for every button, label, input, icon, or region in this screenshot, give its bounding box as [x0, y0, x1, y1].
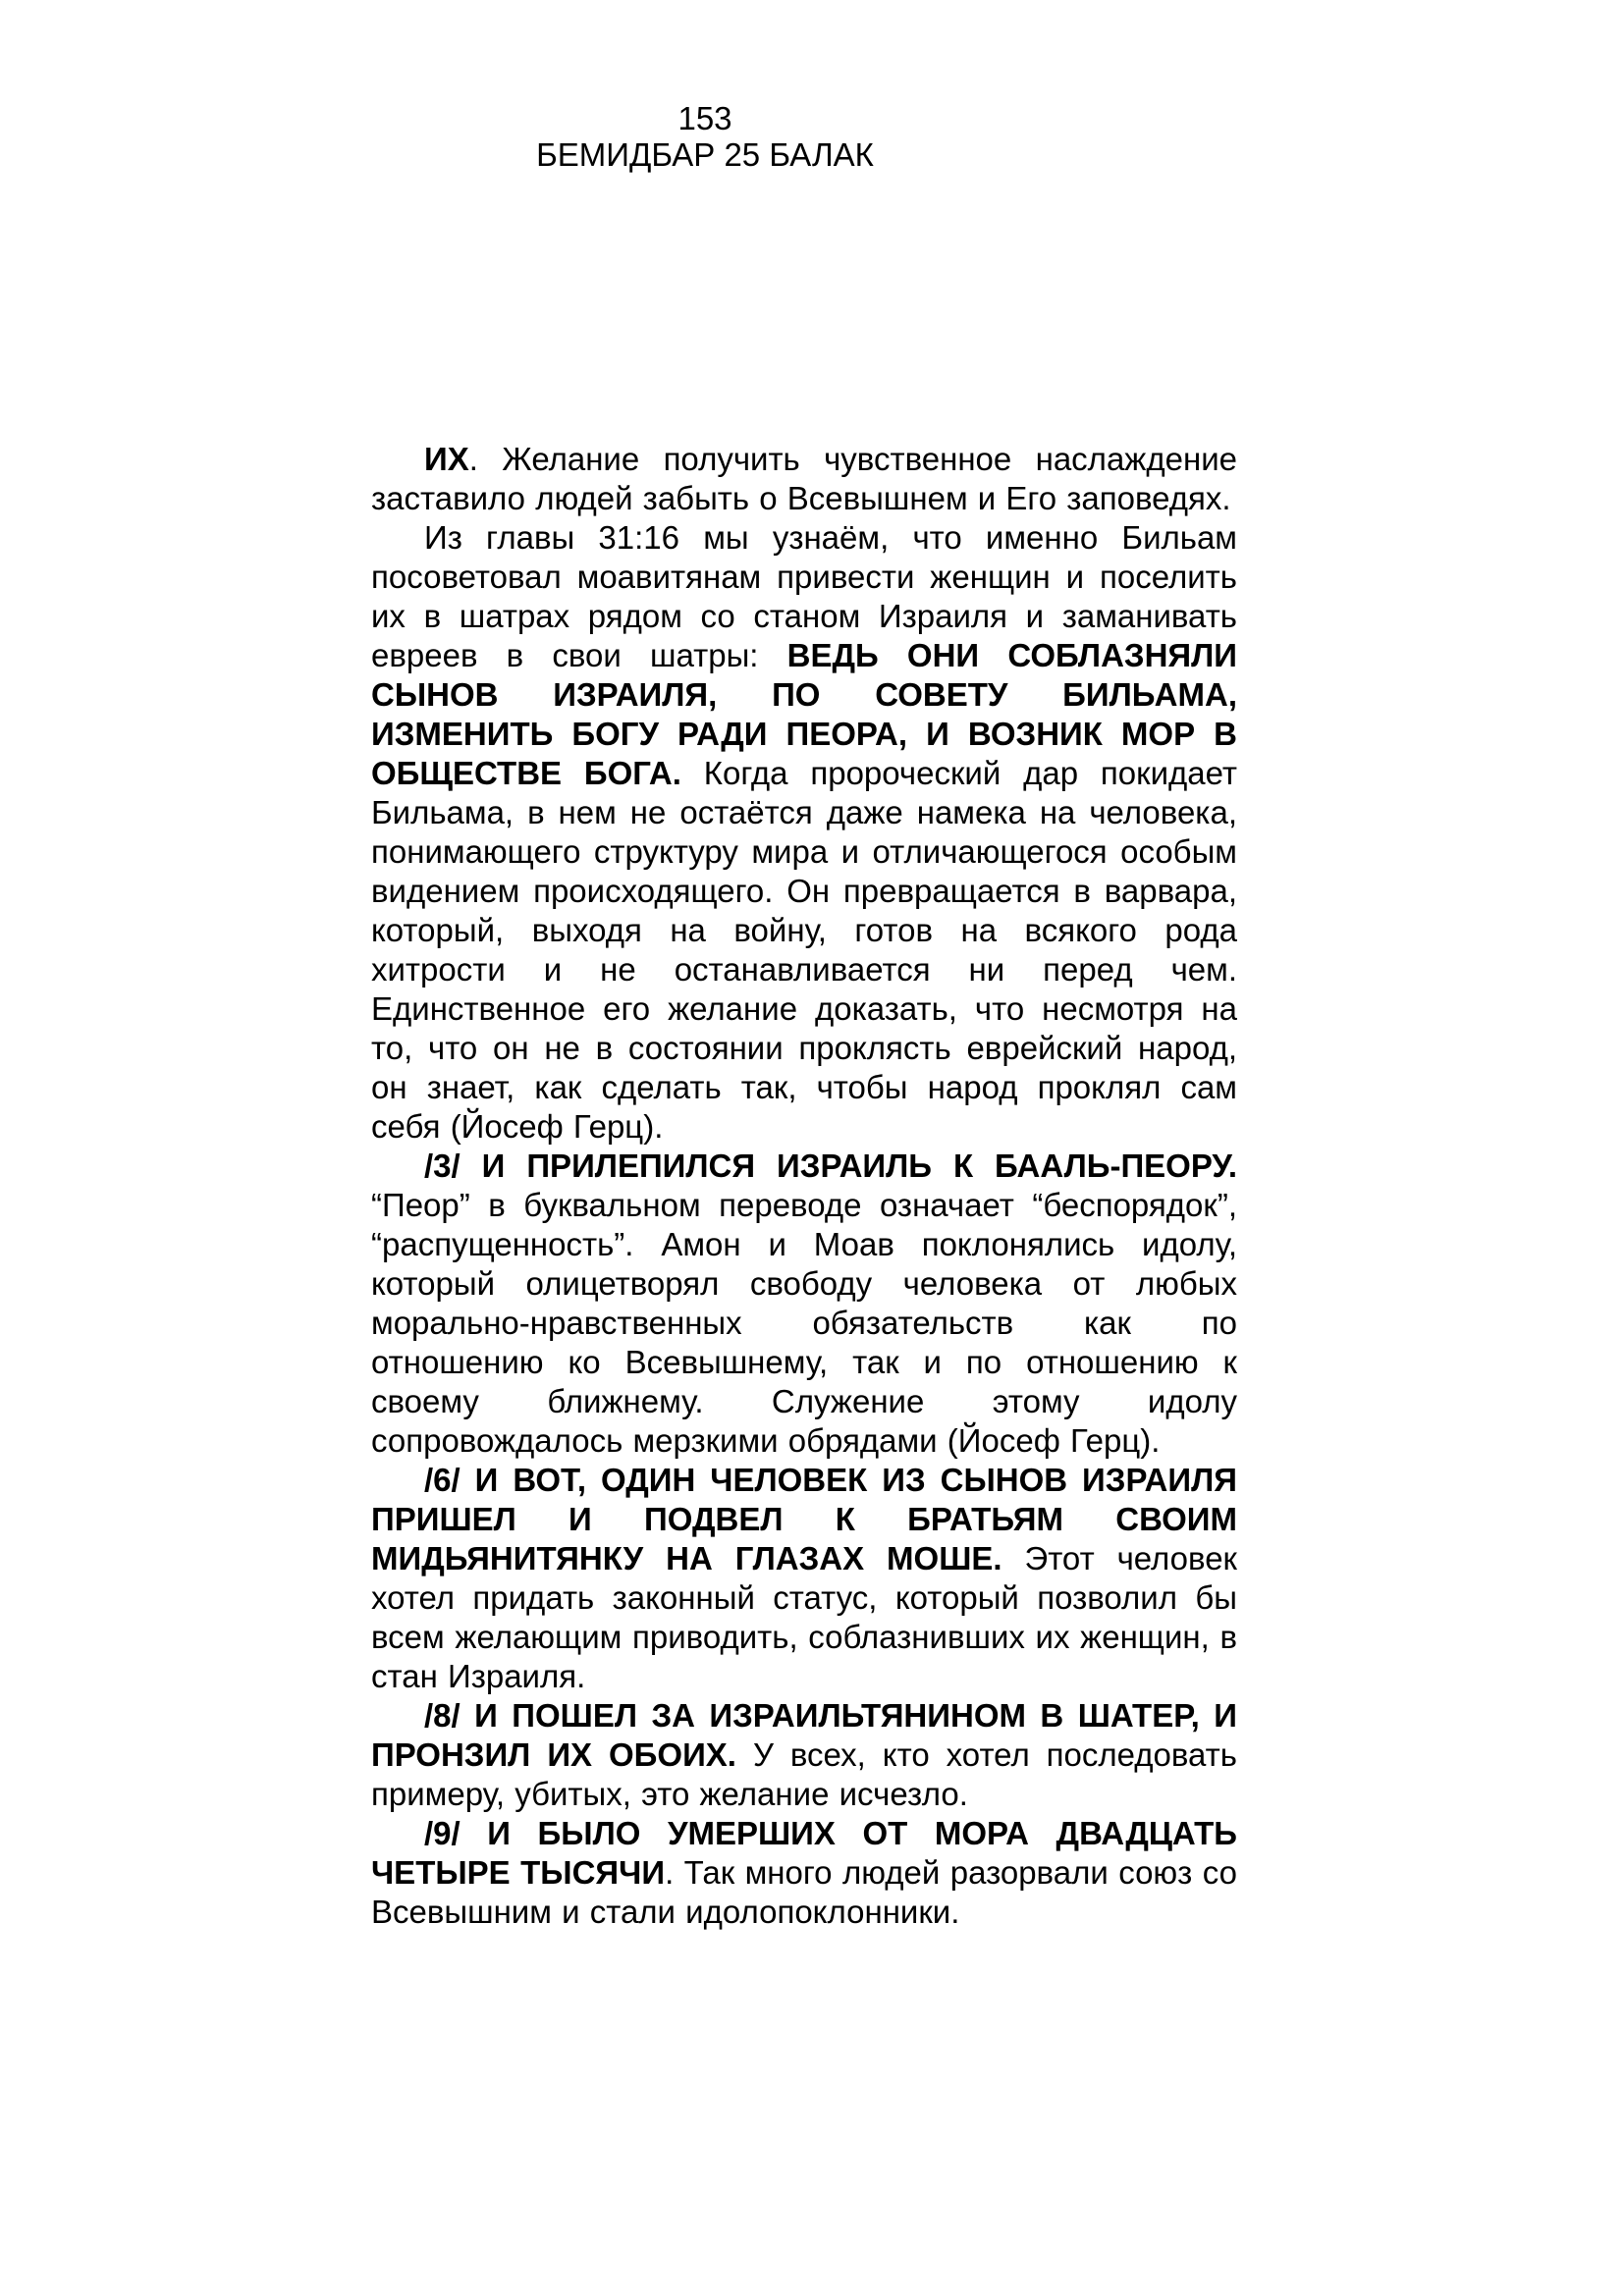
paragraph: [371, 1814, 1237, 1932]
paragraph: [371, 440, 1237, 518]
body-text: [371, 440, 1237, 1932]
text-run: . Так много людей разорвали союз со Всевышним и стали идолопоклонники.: [371, 1854, 1237, 1930]
text-run: Когда пророческий дар покидает Бильама, в нем не остаётся даже намека на человека, понимающего структуру мира и отличающегося особым видением происходящего. Он превращается в варвара, который, выходя на войну, готов на всякого рода хитрости и не останавливается ни перед чем. Единственное его желание доказать, что несмотря на то, что он не в состоянии проклясть еврейский народ, он знает, как сделать так, чтобы народ проклял сам себя (Йосеф Герц).: [371, 755, 1237, 1145]
bold-text-run: /8/ И ПОШЕЛ ЗА ИЗРАИЛЬТЯНИНОМ В ШАТЕР, И ПРОНЗИЛ ИХ ОБОИХ.: [371, 1697, 1237, 1773]
page-number: 153: [677, 100, 732, 136]
bold-text-run: /6/ И ВОТ, ОДИН ЧЕЛОВЕК ИЗ СЫНОВ ИЗРАИЛЯ ПРИШЕЛ И ПОДВЕЛ К БРАТЬЯМ СВОИМ МИДЬЯНИТЯНКУ НА ГЛАЗАХ МОШЕ.: [371, 1462, 1237, 1576]
paragraph: [371, 1147, 1237, 1461]
page-header: [371, 100, 1039, 173]
bold-text-run: ИХ: [424, 441, 469, 477]
chapter-title: БЕМИДБАР 25 БАЛАК: [536, 136, 874, 173]
bold-text-run: ВЕДЬ ОНИ СОБЛАЗНЯЛИ СЫНОВ ИЗРАИЛЯ, ПО СОВЕТУ БИЛЬАМА, ИЗМЕНИТЬ БОГУ РАДИ ПЕОРА, И ВОЗНИК МОР В ОБЩЕСТВЕ БОГА.: [371, 637, 1237, 791]
paragraph: [371, 1696, 1237, 1814]
text-run: Из главы 31:16 мы узнаём, что именно Бильам посоветовал моавитянам привести женщин и поселить их в шатрах рядом со станом Израиля и заманивать евреев в свои шатры:: [371, 519, 1237, 673]
paragraph: [371, 518, 1237, 1147]
text-run: . Желание получить чувственное наслаждение заставило людей забыть о Всевышнем и Его заповедях.: [371, 441, 1237, 516]
text-run: Этот человек хотел придать законный статус, который позволил бы всем желающим приводить, соблазнивших их женщин, в стан Израиля.: [371, 1540, 1237, 1694]
paragraph: [371, 1461, 1237, 1696]
text-run: У всех, кто хотел последовать примеру, убитых, это желание исчезло.: [371, 1736, 1237, 1812]
bold-text-run: /3/ И ПРИЛЕПИЛСЯ ИЗРАИЛЬ К БААЛЬ-ПЕОРУ.: [424, 1148, 1237, 1184]
bold-text-run: /9/ И БЫЛО УМЕРШИХ ОТ МОРА ДВАДЦАТЬ ЧЕТЫРЕ ТЫСЯЧИ: [371, 1815, 1237, 1891]
text-run: “Пеор” в буквальном переводе означает “беспорядок”, “распущенность”. Амон и Моав поклонялись идолу, который олицетворял свободу человека от любых морально-нравственных обязательств как по отношению ко Всевышнему, так и по отношению к своему ближнему. Служение этому идолу сопровождалось мерзкими обрядами (Йосеф Герц).: [371, 1187, 1237, 1459]
